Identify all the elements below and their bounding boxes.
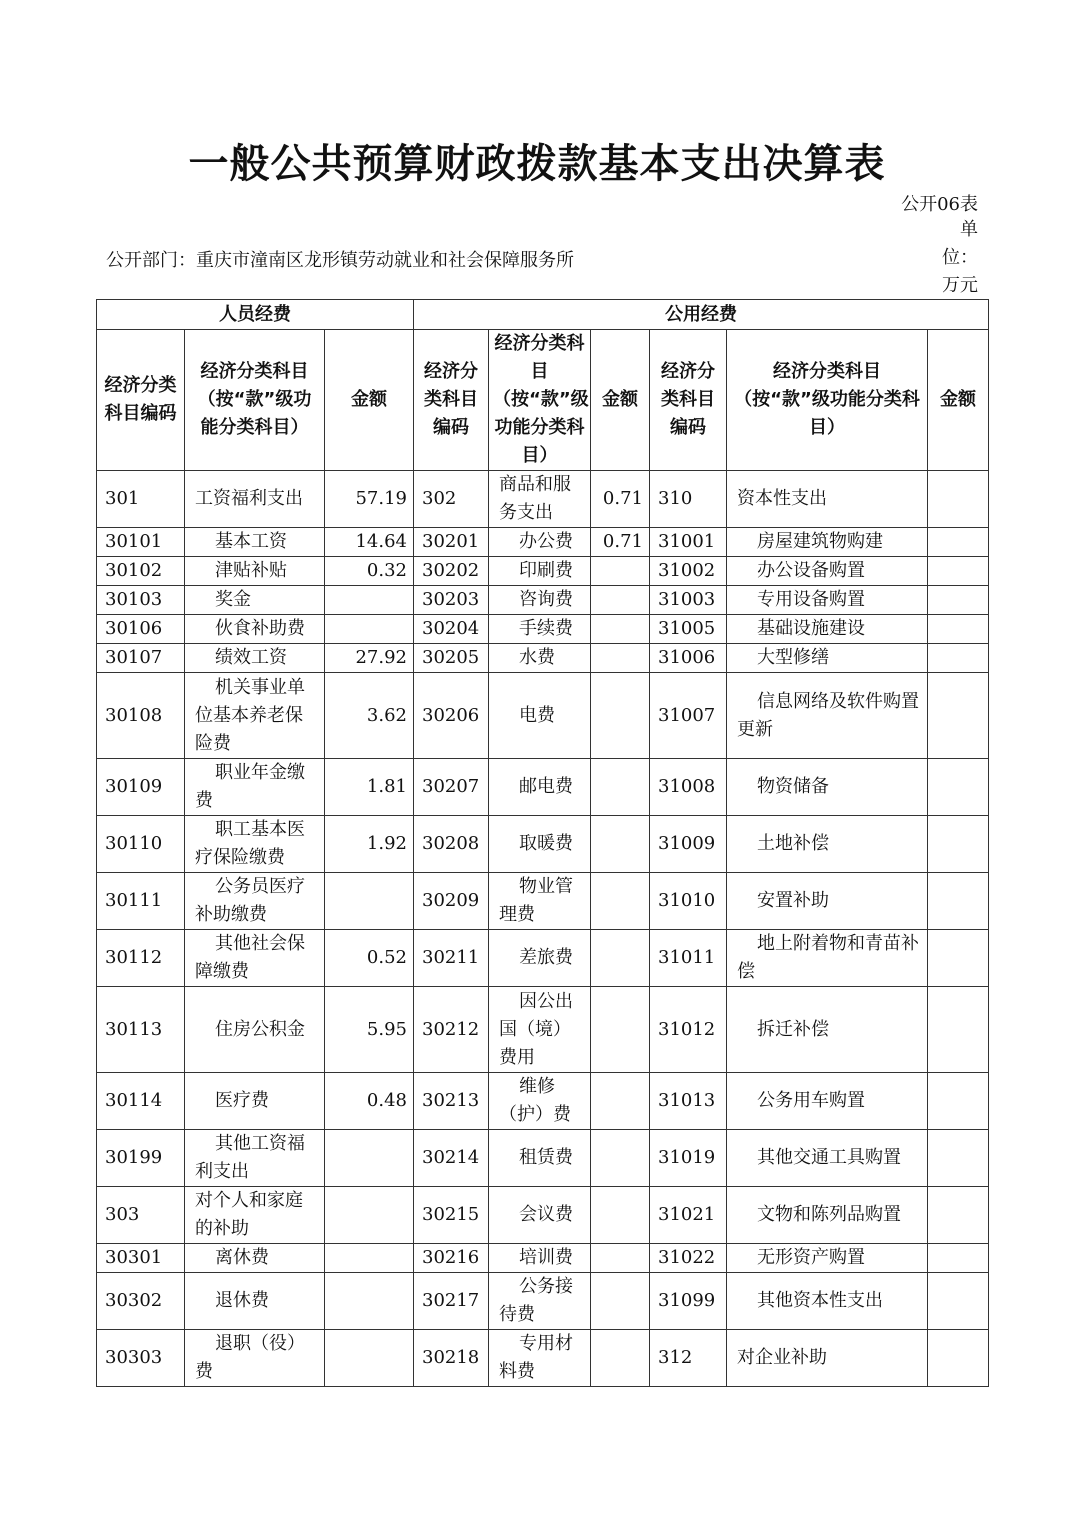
code-header: 经济分类科目编码: [414, 330, 489, 471]
amount-cell: 3.62: [325, 673, 414, 759]
account-code-cell: 30206: [414, 673, 489, 759]
account-code-cell: 30107: [97, 644, 185, 673]
amount-cell: [591, 1130, 650, 1187]
account-code-cell: 30110: [97, 816, 185, 873]
account-name-cell: 职工基本医疗保险缴费: [185, 816, 325, 873]
account-code-cell: 30101: [97, 528, 185, 557]
table-body: [97, 471, 989, 1387]
amount-cell: [591, 759, 650, 816]
account-name-cell: 其他交通工具购置: [727, 1130, 928, 1187]
amount-cell: [325, 1273, 414, 1330]
table-row: [97, 759, 989, 816]
expenditure-table: [96, 299, 989, 1387]
amount-cell: 27.92: [325, 644, 414, 673]
amount-cell: 1.92: [325, 816, 414, 873]
account-code-cell: 31008: [650, 759, 727, 816]
amount-cell: [928, 644, 989, 673]
account-code-cell: 30201: [414, 528, 489, 557]
account-name-cell: 会议费: [489, 1187, 591, 1244]
public-header: 公用经费: [414, 300, 989, 330]
amount-cell: [928, 816, 989, 873]
account-name-cell: 住房公积金: [185, 987, 325, 1073]
account-code-cell: 30208: [414, 816, 489, 873]
amount-cell: [325, 1187, 414, 1244]
account-name-cell: 专用材料费: [489, 1330, 591, 1387]
name-header: 经济分类科目（按“款”级功能分类科目）: [185, 330, 325, 471]
account-name-cell: 退职（役）费: [185, 1330, 325, 1387]
amount-cell: [591, 930, 650, 987]
amount-cell: [325, 586, 414, 615]
account-code-cell: 30113: [97, 987, 185, 1073]
department-label: 公开部门：重庆市潼南区龙形镇劳动就业和社会保障服务所: [106, 250, 574, 271]
account-name-cell: 其他资本性支出: [727, 1273, 928, 1330]
account-code-cell: 30209: [414, 873, 489, 930]
amount-header: 金额: [928, 330, 989, 471]
account-code-cell: 30204: [414, 615, 489, 644]
account-code-cell: 31006: [650, 644, 727, 673]
amount-cell: [591, 987, 650, 1073]
table-row: [97, 1073, 989, 1130]
table-row: [97, 873, 989, 930]
amount-cell: 1.81: [325, 759, 414, 816]
account-name-cell: 土地补偿: [727, 816, 928, 873]
account-code-cell: 30207: [414, 759, 489, 816]
account-code-cell: 31011: [650, 930, 727, 987]
account-name-cell: 培训费: [489, 1244, 591, 1273]
account-code-cell: 31010: [650, 873, 727, 930]
account-name-cell: 对企业补助: [727, 1330, 928, 1387]
account-name-cell: 办公设备购置: [727, 557, 928, 586]
account-code-cell: 30102: [97, 557, 185, 586]
code-header: 经济分类科目编码: [97, 330, 185, 471]
account-name-cell: 水费: [489, 644, 591, 673]
table-row: [97, 557, 989, 586]
amount-cell: [928, 615, 989, 644]
table-row: [97, 1130, 989, 1187]
amount-cell: [928, 873, 989, 930]
amount-cell: [325, 1130, 414, 1187]
account-code-cell: 30106: [97, 615, 185, 644]
account-name-cell: 拆迁补偿: [727, 987, 928, 1073]
account-code-cell: 30111: [97, 873, 185, 930]
table-row: [97, 1273, 989, 1330]
table-row: [97, 673, 989, 759]
account-name-cell: 无形资产购置: [727, 1244, 928, 1273]
account-code-cell: 31001: [650, 528, 727, 557]
account-name-cell: 文物和陈列品购置: [727, 1187, 928, 1244]
account-name-cell: 其他工资福利支出: [185, 1130, 325, 1187]
amount-header: 金额: [325, 330, 414, 471]
account-code-cell: 30303: [97, 1330, 185, 1387]
account-code-cell: 30217: [414, 1273, 489, 1330]
account-name-cell: 其他社会保障缴费: [185, 930, 325, 987]
account-name-cell: 咨询费: [489, 586, 591, 615]
account-code-cell: 31099: [650, 1273, 727, 1330]
account-name-cell: 职业年金缴费: [185, 759, 325, 816]
account-name-cell: 租赁费: [489, 1130, 591, 1187]
account-code-cell: 30212: [414, 987, 489, 1073]
amount-cell: [591, 615, 650, 644]
name-header: 经济分类科目（按“款”级功能分类科目）: [489, 330, 591, 471]
amount-cell: [591, 644, 650, 673]
account-code-cell: 31003: [650, 586, 727, 615]
account-name-cell: 公务接待费: [489, 1273, 591, 1330]
account-code-cell: 30205: [414, 644, 489, 673]
personnel-header: 人员经费: [97, 300, 414, 330]
account-name-cell: 商品和服务支出: [489, 471, 591, 528]
table-row: [97, 586, 989, 615]
amount-cell: [928, 1273, 989, 1330]
code-header: 经济分类科目编码: [650, 330, 727, 471]
amount-cell: [325, 615, 414, 644]
account-name-cell: 差旅费: [489, 930, 591, 987]
amount-cell: 0.71: [591, 471, 650, 528]
amount-cell: 0.32: [325, 557, 414, 586]
account-code-cell: 31022: [650, 1244, 727, 1273]
amount-cell: [928, 987, 989, 1073]
account-code-cell: 30218: [414, 1330, 489, 1387]
amount-cell: [591, 1187, 650, 1244]
table-row: [97, 644, 989, 673]
account-name-cell: 基本工资: [185, 528, 325, 557]
amount-cell: [591, 1244, 650, 1273]
account-name-cell: 基础设施建设: [727, 615, 928, 644]
account-name-cell: 工资福利支出: [185, 471, 325, 528]
account-name-cell: 地上附着物和青苗补偿: [727, 930, 928, 987]
amount-cell: [591, 673, 650, 759]
account-name-cell: 公务用车购置: [727, 1073, 928, 1130]
account-code-cell: 30213: [414, 1073, 489, 1130]
account-code-cell: 31019: [650, 1130, 727, 1187]
account-name-cell: 医疗费: [185, 1073, 325, 1130]
account-name-cell: 专用设备购置: [727, 586, 928, 615]
amount-cell: [928, 528, 989, 557]
amount-cell: [591, 1073, 650, 1130]
account-name-cell: 津贴补贴: [185, 557, 325, 586]
account-name-cell: 对个人和家庭的补助: [185, 1187, 325, 1244]
account-code-cell: 312: [650, 1330, 727, 1387]
account-name-cell: 因公出国（境）费用: [489, 987, 591, 1073]
unit-label: 单位：万元: [942, 219, 978, 296]
amount-cell: [325, 873, 414, 930]
account-name-cell: 绩效工资: [185, 644, 325, 673]
amount-cell: [928, 1244, 989, 1273]
account-code-cell: 30214: [414, 1130, 489, 1187]
account-name-cell: 维修（护）费: [489, 1073, 591, 1130]
table-row: [97, 1244, 989, 1273]
account-code-cell: 31021: [650, 1187, 727, 1244]
account-name-cell: 机关事业单位基本养老保险费: [185, 673, 325, 759]
amount-cell: [928, 1073, 989, 1130]
account-code-cell: 31013: [650, 1073, 727, 1130]
amount-cell: 0.52: [325, 930, 414, 987]
account-name-cell: 物资储备: [727, 759, 928, 816]
account-name-cell: 办公费: [489, 528, 591, 557]
account-name-cell: 电费: [489, 673, 591, 759]
account-code-cell: 30199: [97, 1130, 185, 1187]
amount-cell: [928, 1330, 989, 1387]
amount-cell: [928, 759, 989, 816]
amount-cell: [325, 1244, 414, 1273]
amount-cell: 0.48: [325, 1073, 414, 1130]
account-name-cell: 离休费: [185, 1244, 325, 1273]
amount-cell: [928, 557, 989, 586]
form-number: 公开06表: [901, 194, 978, 215]
table-row: [97, 816, 989, 873]
table-row: [97, 930, 989, 987]
amount-cell: [928, 930, 989, 987]
account-code-cell: 30211: [414, 930, 489, 987]
amount-cell: [591, 1273, 650, 1330]
account-code-cell: 30103: [97, 586, 185, 615]
name-header: 经济分类科目（按“款”级功能分类科目）: [727, 330, 928, 471]
table-row: [97, 987, 989, 1073]
account-code-cell: 303: [97, 1187, 185, 1244]
account-code-cell: 30114: [97, 1073, 185, 1130]
account-name-cell: 信息网络及软件购置更新: [727, 673, 928, 759]
account-name-cell: 伙食补助费: [185, 615, 325, 644]
account-name-cell: 手续费: [489, 615, 591, 644]
amount-cell: [928, 471, 989, 528]
account-name-cell: 邮电费: [489, 759, 591, 816]
account-name-cell: 物业管理费: [489, 873, 591, 930]
account-code-cell: 30301: [97, 1244, 185, 1273]
table-row: [97, 1187, 989, 1244]
account-code-cell: 302: [414, 471, 489, 528]
amount-cell: [591, 586, 650, 615]
account-code-cell: 31012: [650, 987, 727, 1073]
account-code-cell: 30109: [97, 759, 185, 816]
account-code-cell: 310: [650, 471, 727, 528]
account-name-cell: 取暖费: [489, 816, 591, 873]
amount-cell: 5.95: [325, 987, 414, 1073]
account-code-cell: 30112: [97, 930, 185, 987]
account-code-cell: 31002: [650, 557, 727, 586]
amount-cell: 57.19: [325, 471, 414, 528]
account-code-cell: 30108: [97, 673, 185, 759]
table-row: [97, 1330, 989, 1387]
account-code-cell: 30302: [97, 1273, 185, 1330]
amount-header: 金额: [591, 330, 650, 471]
account-code-cell: 30215: [414, 1187, 489, 1244]
table-row: [97, 615, 989, 644]
amount-cell: [928, 1187, 989, 1244]
account-name-cell: 退休费: [185, 1273, 325, 1330]
amount-cell: [928, 673, 989, 759]
account-name-cell: 资本性支出: [727, 471, 928, 528]
amount-cell: 0.71: [591, 528, 650, 557]
amount-cell: [591, 816, 650, 873]
table-row: [97, 528, 989, 557]
amount-cell: 14.64: [325, 528, 414, 557]
account-code-cell: 30216: [414, 1244, 489, 1273]
page-title: 一般公共预算财政拨款基本支出决算表: [188, 141, 886, 187]
amount-cell: [591, 873, 650, 930]
account-name-cell: 大型修缮: [727, 644, 928, 673]
amount-cell: [591, 1330, 650, 1387]
amount-cell: [928, 586, 989, 615]
account-name-cell: 印刷费: [489, 557, 591, 586]
amount-cell: [591, 557, 650, 586]
account-code-cell: 31007: [650, 673, 727, 759]
account-code-cell: 30203: [414, 586, 489, 615]
account-code-cell: 30202: [414, 557, 489, 586]
account-name-cell: 公务员医疗补助缴费: [185, 873, 325, 930]
table-row: [97, 471, 989, 528]
account-name-cell: 房屋建筑物购建: [727, 528, 928, 557]
account-name-cell: 安置补助: [727, 873, 928, 930]
account-code-cell: 31009: [650, 816, 727, 873]
account-code-cell: 301: [97, 471, 185, 528]
account-name-cell: 奖金: [185, 586, 325, 615]
amount-cell: [325, 1330, 414, 1387]
amount-cell: [928, 1130, 989, 1187]
account-code-cell: 31005: [650, 615, 727, 644]
